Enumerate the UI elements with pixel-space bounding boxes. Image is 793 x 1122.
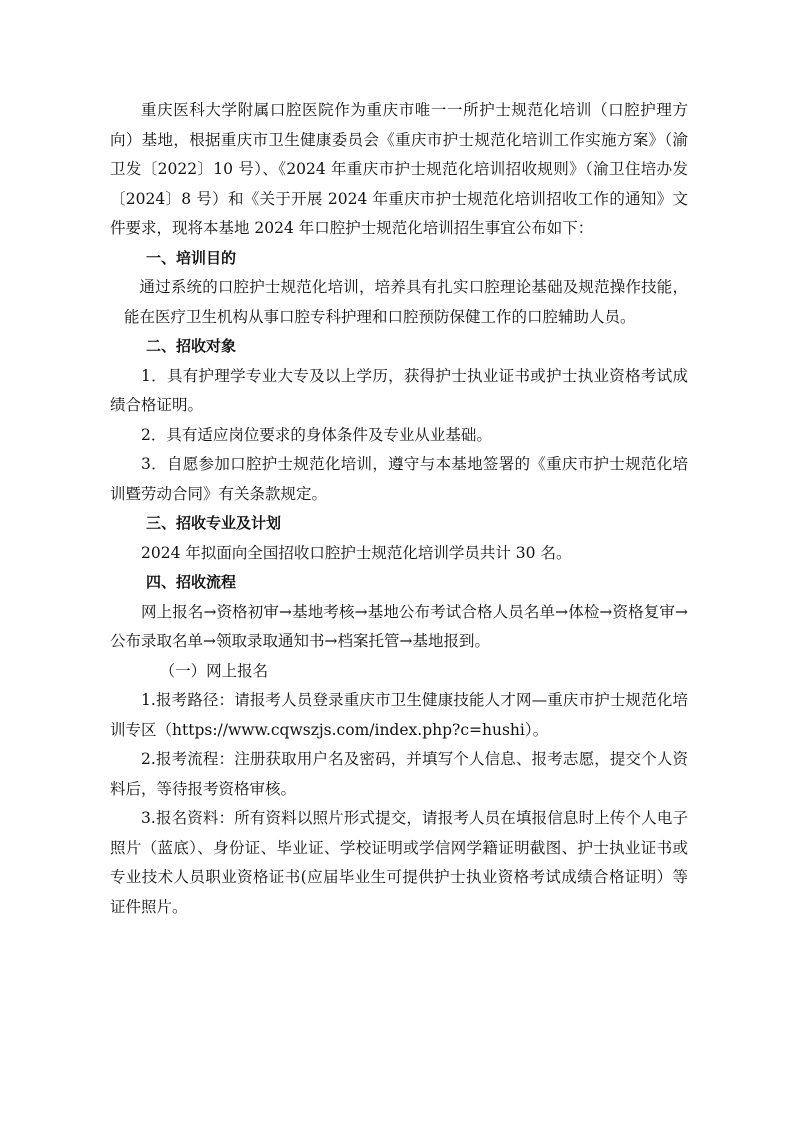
major-plan-paragraph: 2024 年拟面向全国招收口腔护士规范化培训学员共计 30 名。 [141, 543, 572, 562]
recruitment-target-item-2: 2．具有适应岗位要求的身体条件及专业从业基础。 [141, 425, 492, 444]
registration-process-item: 2.报考流程：注册获取用户名及密码，并填写个人信息、报考志愿，提交个人资料后，等待报考资格审核。 [110, 750, 688, 798]
registration-materials-item: 3.报名资料：所有资料以照片形式提交，请报考人员在填报信息时上传个人电子照片（蓝底）、身份证、毕业证、学校证明或学信网学籍证明截图、护士执业证书或专业技术人员职业资格证书(应届毕业生可提供护士执业资格考试成绩合格证明）等证件照片。 [110, 809, 688, 916]
process-flow-paragraph: 网上报名→资格初审→基地考核→基地公布考试合格人员名单→体检→资格复审→公布录取名单→领取录取通知书→档案托管→基地报到。 [110, 602, 688, 650]
section-heading-process: 四、招收流程 [146, 573, 237, 591]
section-heading-recruitment-target: 二、招收对象 [146, 337, 237, 355]
section-heading-training-goal: 一、培训目的 [146, 248, 237, 267]
document-page [110, 96, 688, 922]
online-registration-subheading: （一）网上报名 [159, 661, 269, 680]
training-goal-paragraph: 通过系统的口腔护士规范化培训，培养具有扎实口腔理论基础及规范操作技能，能在医疗卫生机构从事口腔专科护理和口腔预防保健工作的口腔辅助人员。 [124, 278, 688, 326]
section-heading-major-plan: 三、招收专业及计划 [146, 514, 282, 532]
registration-path-item: 1.报考路径：请报考人员登录重庆市卫生健康技能人才网—重庆市护士规范化培训专区（https://www.cqwszjs.com/index.php?c=hushi）。 [110, 691, 688, 739]
recruitment-target-item-3: 3．自愿参加口腔护士规范化培训，遵守与本基地签署的《重庆市护士规范化培训暨劳动合同》有关条款规定。 [110, 455, 688, 503]
recruitment-target-item-1: 1．具有护理学专业大专及以上学历，获得护士执业证书或护士执业资格考试成绩合格证明。 [110, 366, 688, 414]
intro-paragraph: 重庆医科大学附属口腔医院作为重庆市唯一一所护士规范化培训（口腔护理方向）基地，根据重庆市卫生健康委员会《重庆市护士规范化培训工作实施方案》（渝卫发〔2022〕10 号）、《2024 年重庆市护士规范化培训招收规则》（渝卫住培办发〔2024〕8 号）和《关于开展 2024 年重庆市护士规范化培训招收工作的通知》文件要求，现将本基地 2024 年口腔护士规范化培训招生事宜公布如下： [110, 101, 688, 237]
